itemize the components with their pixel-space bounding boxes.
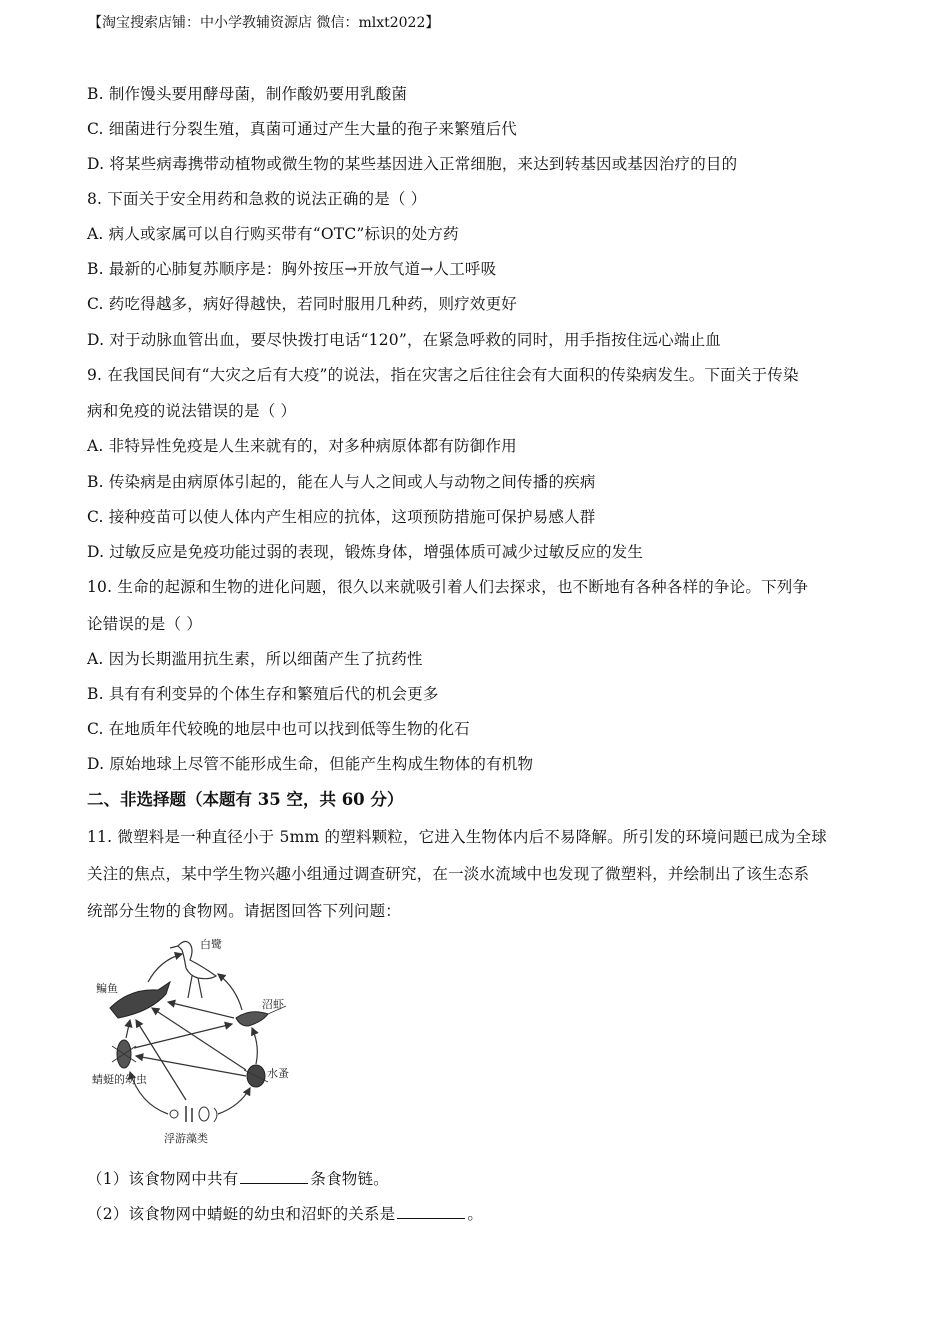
food-web-diagram [90,930,310,1150]
answer-blank-1[interactable] [240,1182,308,1184]
arrow-plankton-to-beetle [218,1088,250,1114]
plankton-icon [170,1106,217,1122]
arrow-plankton-to-fish [136,1020,186,1100]
q11-sub-2-prefix: （2）该食物网中蜻蜓的幼虫和沼虾的关系是 [87,1205,396,1223]
q8-option-d: D. 对于动脉血管出血，要尽快拨打电话“120”，在紧急呼救的同时，用手指按住远心端止血 [87,331,721,349]
egret-label: 白鹭 [200,938,222,951]
q7-option-d: D. 将某些病毒携带动植物或微生物的某些基因进入正常细胞，来达到转基因或基因治疗的目的 [87,155,738,173]
q10-option-d: D. 原始地球上尽管不能形成生命，但能产生构成生物体的有机物 [87,755,534,773]
q10-option-c: C. 在地质年代较晚的地层中也可以找到低等生物的化石 [87,720,470,738]
q7-option-c: C. 细菌进行分裂生殖，真菌可通过产生大量的孢子来繁殖后代 [87,120,517,138]
q11-stem-3: 统部分生物的食物网。请据图回答下列问题： [87,902,402,920]
q9-option-b: B. 传染病是由病原体引起的，能在人与人之间或人与动物之间传播的疾病 [87,473,596,491]
q9-option-a: A. 非特异性免疫是人生来就有的，对多种病原体都有防御作用 [87,437,517,455]
water-beetle-label: 水蚤 [267,1067,289,1080]
section-title: 二、非选择题（本题有 35 空，共 60 分） [87,790,404,809]
q10-option-a: A. 因为长期滥用抗生素，所以细菌产生了抗药性 [87,650,423,668]
arrow-fish-to-egret [148,954,182,982]
water-beetle-icon [244,1065,268,1087]
q10-stem-1: 10. 生命的起源和生物的进化问题，很久以来就吸引着人们去探求，也不断地有各种各样的争论。下列争 [87,578,809,596]
q11-sub-2 [87,1202,483,1224]
q9-option-c: C. 接种疫苗可以使人体内产生相应的抗体，这项预防措施可保护易感人群 [87,508,596,526]
q11-sub-1-suffix: 条食物链。 [310,1170,389,1188]
fish-label: 鳊鱼 [96,982,118,995]
q8-option-a: A. 病人或家属可以自行购买带有“OTC”标识的处方药 [87,225,459,243]
q8-option-c: C. 药吃得越多，病好得越快，若同时服用几种药，则疗效更好 [87,295,517,313]
q11-sub-1-prefix: （1）该食物网中共有 [87,1170,239,1188]
q9-stem-2: 病和免疫的说法错误的是（ ） [87,402,297,420]
q11-stem-1: 11. 微塑料是一种直径小于 5mm 的塑料颗粒，它进入生物体内后不易降解。所引发的环境问题已成为全球 [87,828,827,846]
q11-sub-1 [87,1167,389,1189]
q8-stem: 8. 下面关于安全用药和急救的说法正确的是（ ） [87,190,427,208]
arrow-larva-to-shrimp [134,1024,232,1048]
q11-sub-2-suffix: 。 [467,1205,484,1223]
plankton-label: 浮游藻类 [164,1132,208,1145]
arrow-shrimp-to-egret [218,974,242,1010]
arrow-beetle-to-shrimp [252,1028,257,1064]
q9-stem-1: 9. 在我国民间有“大灾之后有大疫”的说法，指在灾害之后往往会有大面积的传染病发生。下面关于传染 [87,366,799,384]
q11-stem-2: 关注的焦点，某中学生物兴趣小组通过调查研究，在一淡水流域中也发现了微塑料，并绘制出了该生态系 [87,865,810,883]
q9-option-d: D. 过敏反应是免疫功能过弱的表现，锻炼身体，增强体质可减少过敏反应的发生 [87,543,644,561]
shrimp-label: 沼虾 [262,998,284,1011]
q8-option-b: B. 最新的心肺复苏顺序是：胸外按压→开放气道→人工呼吸 [87,260,497,278]
answer-blank-2[interactable] [397,1217,465,1219]
dragonfly-larva-label: 蜻蜓的幼虫 [92,1073,147,1086]
q7-option-b: B. 制作馒头要用酵母菌，制作酸奶要用乳酸菌 [87,85,408,103]
arrow-shrimp-to-fish [168,1002,234,1018]
q10-option-b: B. 具有有利变异的个体生存和繁殖后代的机会更多 [87,685,439,703]
fish-icon [110,982,170,1018]
q10-stem-2: 论错误的是（ ） [87,615,203,633]
arrow-larva-to-fish [126,1020,130,1038]
dragonfly-larva-icon [112,1040,136,1068]
page-header: 【淘宝搜索店铺：中小学教辅资源店 微信：mlxt2022】 [88,15,440,31]
